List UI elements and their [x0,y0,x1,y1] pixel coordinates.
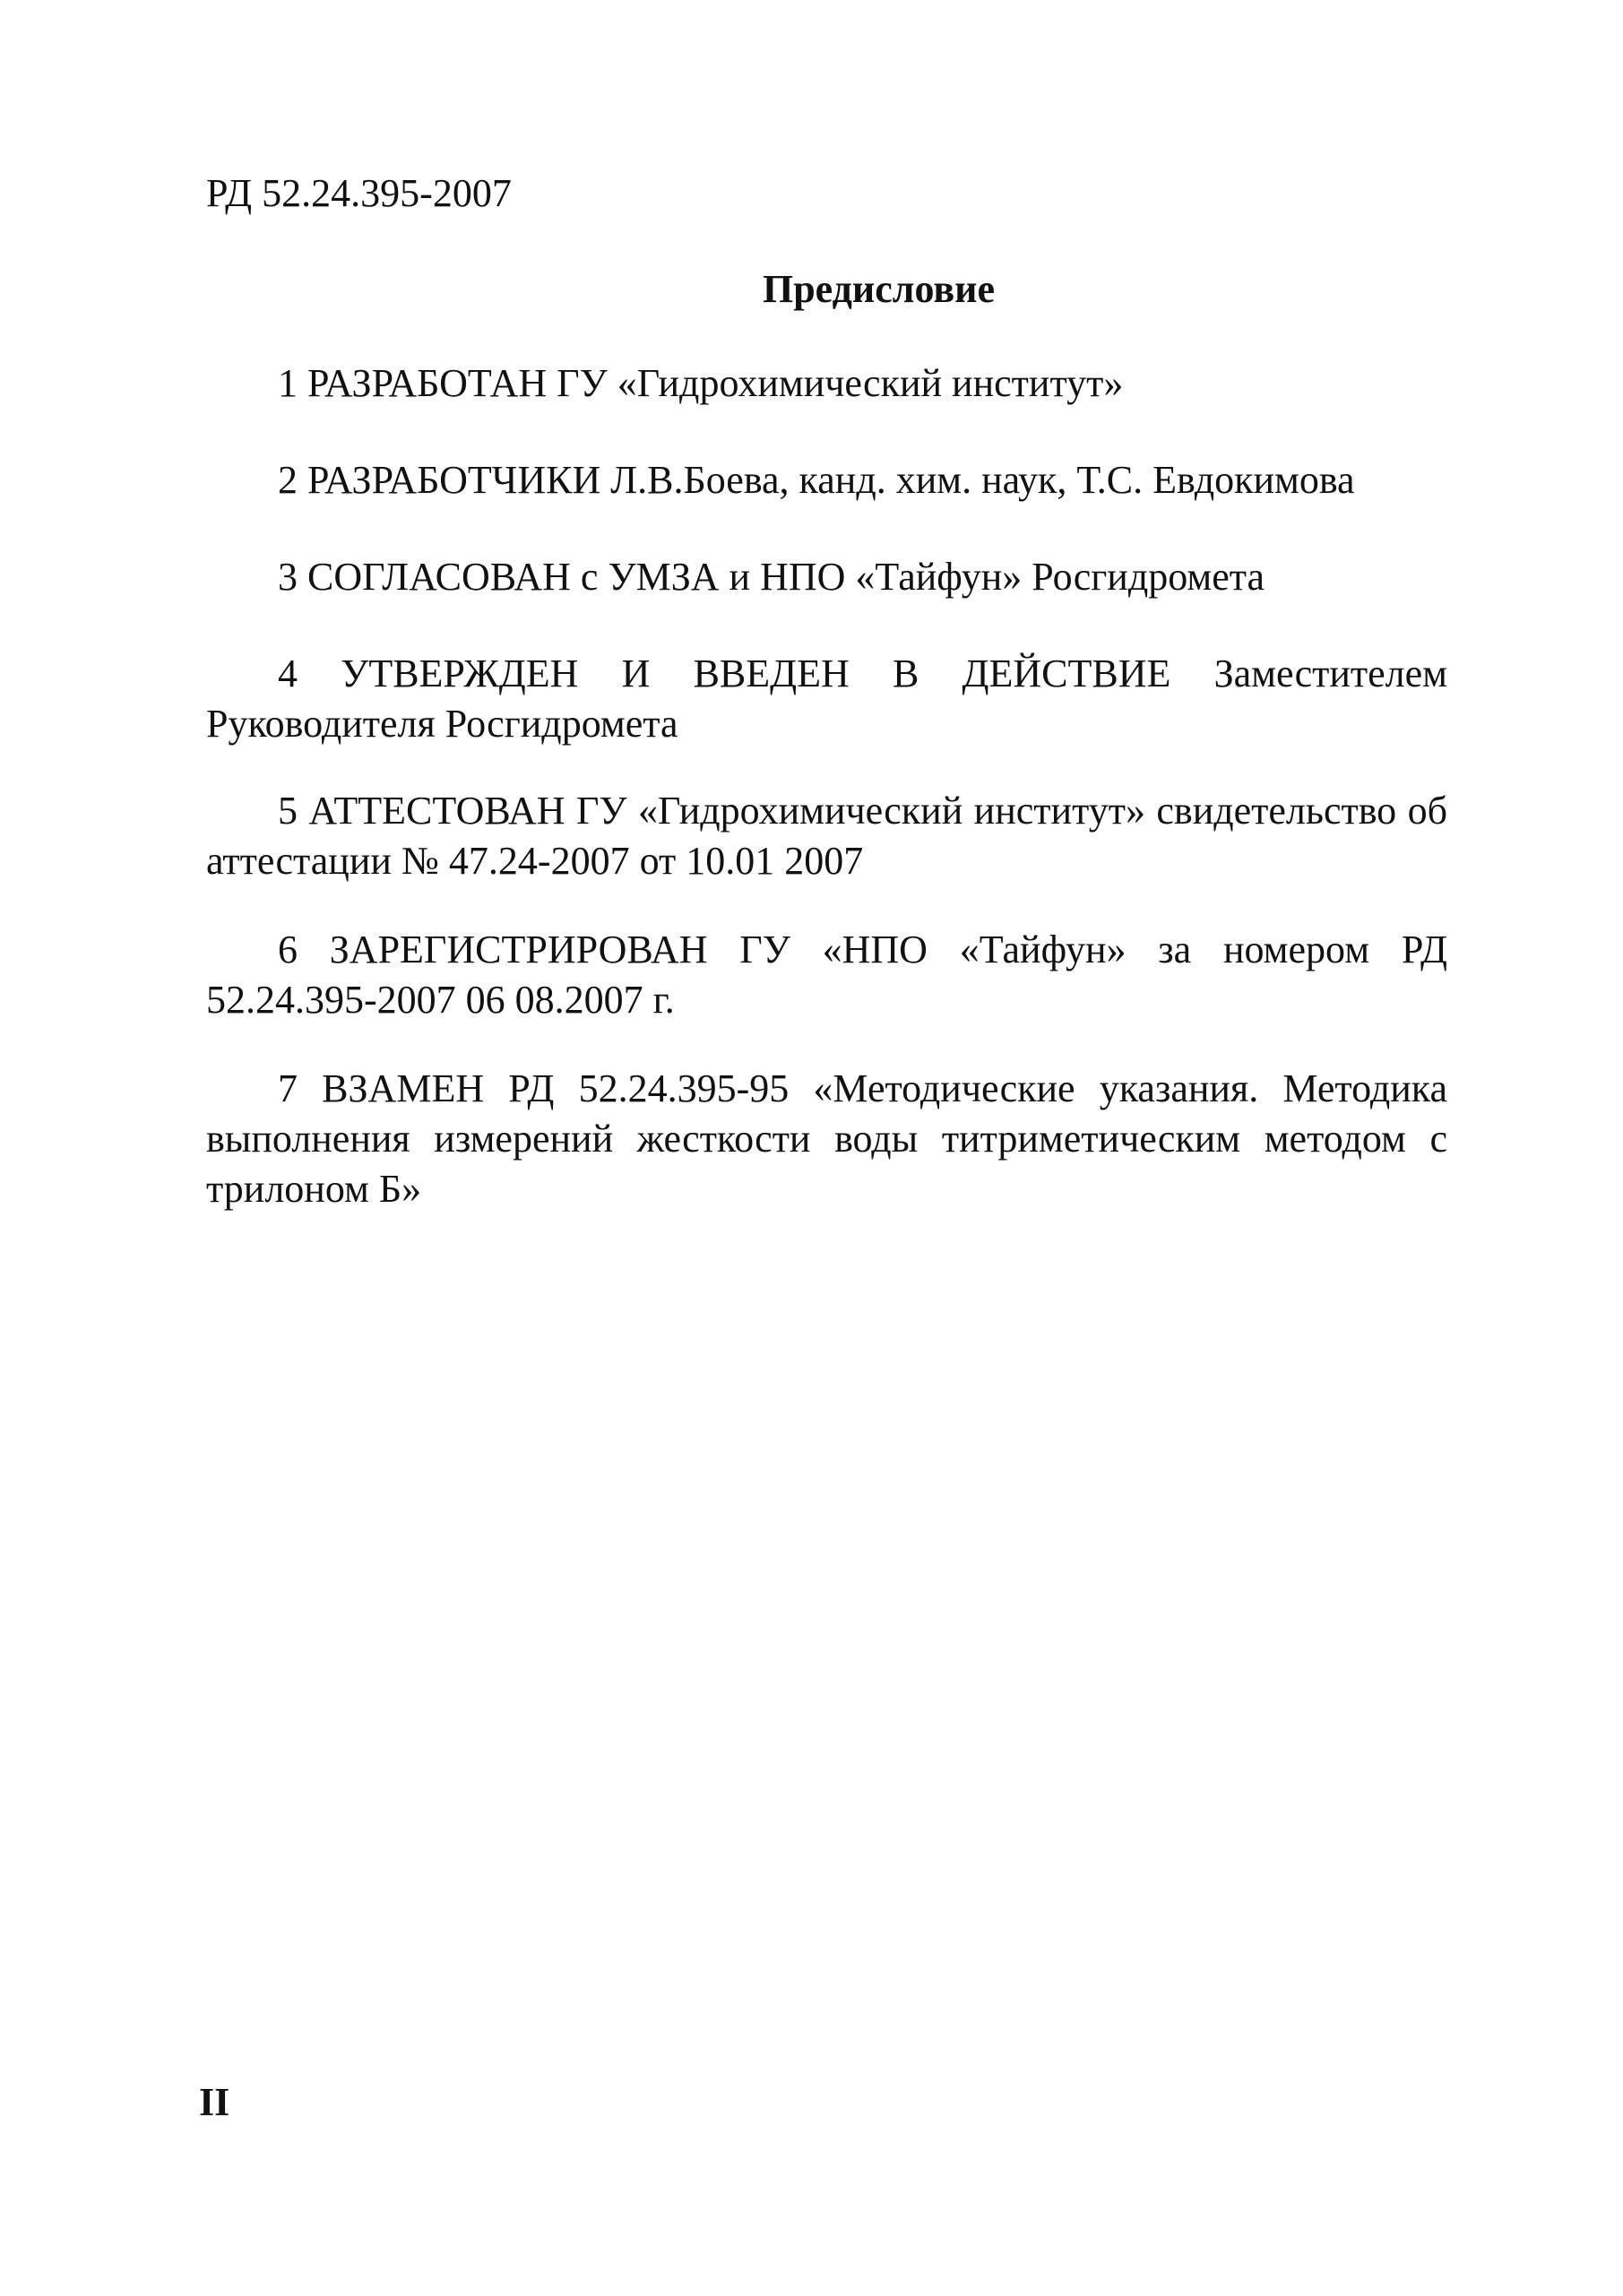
document-code: РД 52.24.395-2007 [206,171,512,215]
foreword-item-agreed: 3 СОГЛАСОВАН с УМЗА и НПО «Тайфун» Росгидромета [278,555,1265,599]
page-number: II [199,2080,230,2124]
foreword-item-certified: 5 АТТЕСТОВАН ГУ «Гидрохимический институт» свидетельство об аттестации № 47.24-2007 от 10.01 2007 [206,789,1447,883]
foreword-item-registered: 6 ЗАРЕГИСТРИРОВАН ГУ «НПО «Тайфун» за номером РД 52.24.395-2007 06 08.2007 г. [206,928,1447,1022]
foreword-item-developers: 2 РАЗРАБОТЧИКИ Л.В.Боева, канд. хим. наук, Т.С. Евдокимова [278,458,1355,502]
foreword-item-approved: 4 УТВЕРЖДЕН И ВВЕДЕН В ДЕЙСТВИЕ Заместителем Руководителя Росгидромета [206,652,1447,746]
foreword-item-developed: 1 РАЗРАБОТАН ГУ «Гидрохимический институт» [278,361,1124,405]
foreword-item-replaces: 7 ВЗАМЕН РД 52.24.395-95 «Методические указания. Методика выполнения измерений жесткости воды титриметическим методом с трилоном Б» [206,1066,1447,1211]
page-title: Предисловие [762,267,995,311]
